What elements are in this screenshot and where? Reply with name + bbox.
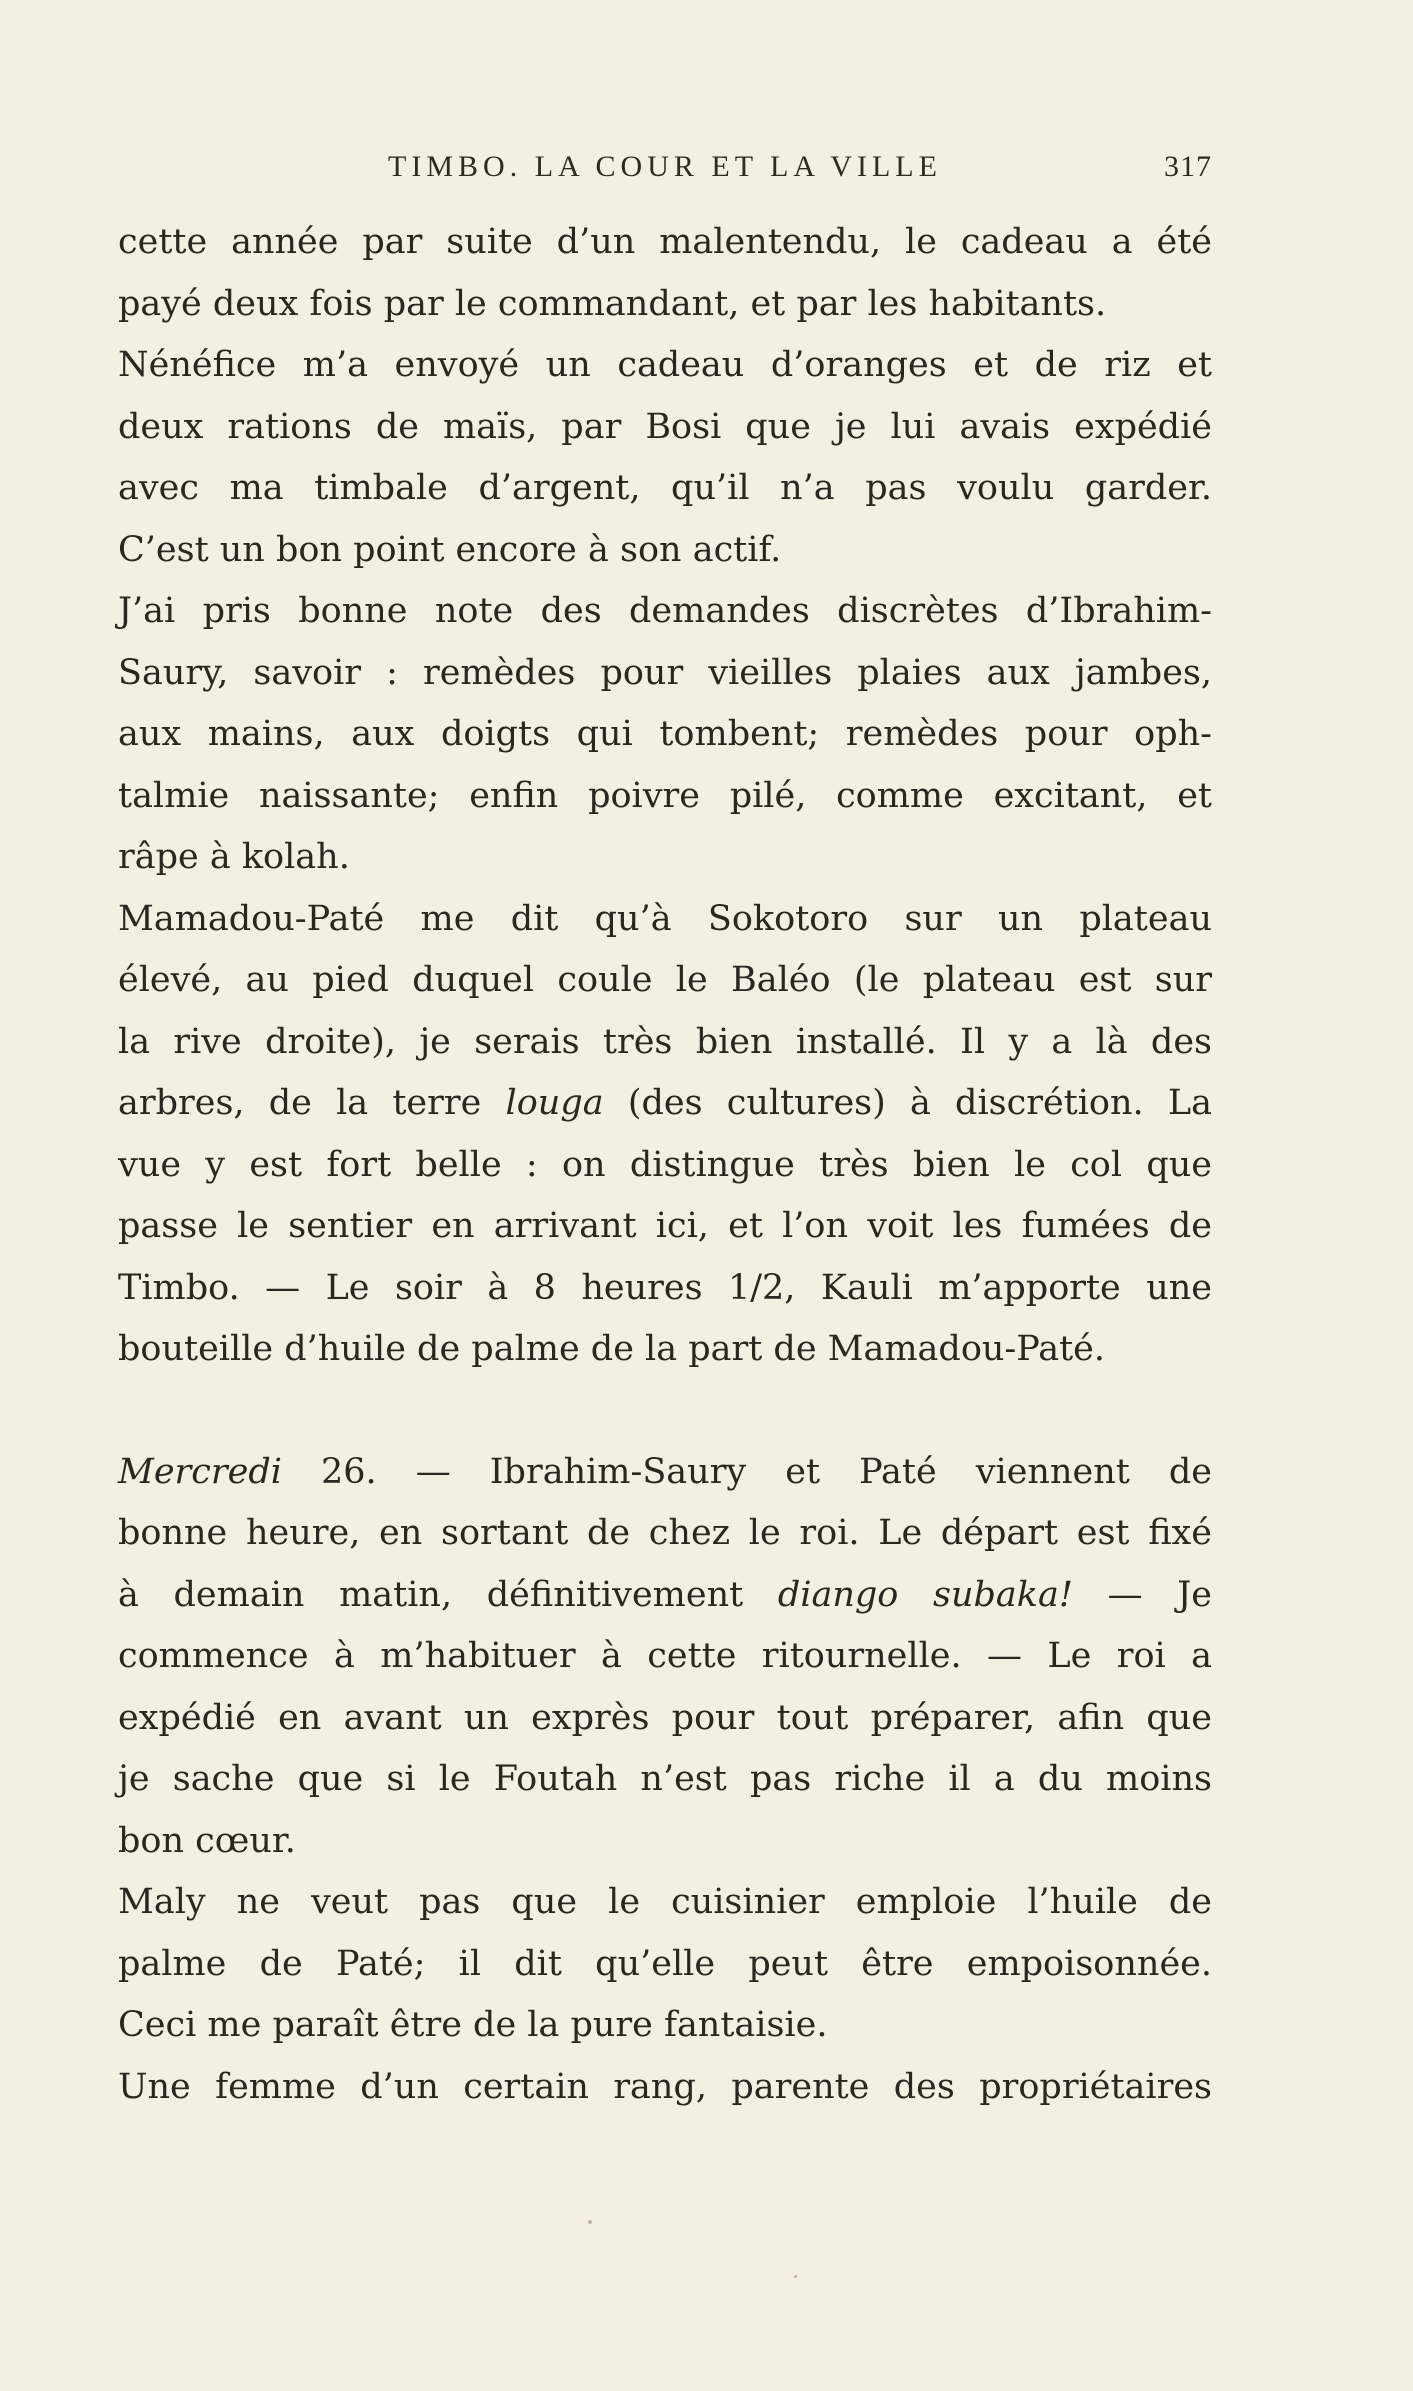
- text-line: [118, 1073, 1212, 1135]
- text-line: talmie naissante; enfin poivre pilé, comme excitant, et: [118, 775, 1212, 816]
- italic-date: Mercredi: [118, 1451, 282, 1492]
- section-gap: [118, 1381, 1212, 1442]
- page-number: 317: [1164, 150, 1212, 183]
- text-line: C’est un bon point encore à son actif.: [118, 529, 782, 570]
- text-line: palme de Paté; il dit qu’elle peut être empoisonnée.: [118, 1943, 1212, 1984]
- italic-term: diango subaka!: [777, 1574, 1073, 1615]
- paragraph: [118, 335, 1212, 581]
- text-line: [118, 1565, 1212, 1627]
- text-run: 26. — Ibrahim-Saury et Paté viennent de: [320, 1451, 1212, 1492]
- text-line: Une femme d’un certain rang, parente des propriétaires: [118, 2066, 1212, 2107]
- text-line: Saury, savoir : remèdes pour vieilles plaies aux jambes,: [118, 652, 1212, 693]
- paragraph: [118, 581, 1212, 889]
- text-line: Mamadou-Paté me dit qu’à Sokotoro sur un plateau: [118, 898, 1212, 939]
- text-line: Maly ne veut pas que le cuisinier emploie l’huile de: [118, 1882, 1212, 1922]
- paragraph: [118, 889, 1212, 1381]
- running-title: TIMBO. LA COUR ET LA VILLE: [388, 150, 942, 183]
- text-line: aux mains, aux doigts qui tombent; remèdes pour oph-: [118, 714, 1212, 754]
- paragraph: [118, 1872, 1212, 2057]
- text-line: avec ma timbale d’argent, qu’il n’a pas voulu garder.: [118, 468, 1212, 508]
- text-line: bouteille d’huile de palme de la part de Mamadou-Paté.: [118, 1329, 1106, 1369]
- text-line: la rive droite), je serais très bien installé. Il y a là des: [118, 1021, 1212, 1062]
- text-line: J’ai pris bonne note des demandes discrètes d’Ibrahim-: [118, 591, 1212, 631]
- text-run: à demain matin, définitivement: [118, 1574, 744, 1615]
- paragraph: [118, 212, 1212, 335]
- paragraph: [118, 2057, 1212, 2119]
- text-line: Nénéfice m’a envoyé un cadeau d’oranges et de riz et: [118, 345, 1212, 385]
- paper-speck: [588, 2220, 592, 2224]
- text-run: arbres, de la terre: [118, 1083, 482, 1123]
- text-line: commence à m’habituer à cette ritournelle. — Le roi a: [118, 1636, 1212, 1676]
- body-text: [118, 212, 1212, 2118]
- paper-speck: [794, 2275, 797, 2278]
- running-head: [118, 150, 1212, 196]
- paragraph: [118, 1442, 1212, 1873]
- text-run: — Je: [1107, 1574, 1212, 1615]
- text-line: deux rations de maïs, par Bosi que je lui avais expédié: [118, 406, 1212, 447]
- text-line: Timbo. — Le soir à 8 heures 1/2, Kauli m’apporte une: [118, 1267, 1212, 1308]
- text-line: expédié en avant un exprès pour tout préparer, afin que: [118, 1697, 1212, 1738]
- text-line: passe le sentier en arrivant ici, et l’on voit les fumées de: [118, 1206, 1212, 1246]
- text-line: payé deux fois par le commandant, et par les habitants.: [118, 283, 1107, 324]
- text-line: [118, 1442, 1212, 1504]
- italic-term: louga: [505, 1083, 604, 1123]
- text-line: bonne heure, en sortant de chez le roi. Le départ est fixé: [118, 1513, 1212, 1553]
- text-line: bon cœur.: [118, 1820, 296, 1861]
- text-line: cette année par suite d’un malentendu, le cadeau a été: [118, 222, 1212, 262]
- text-run: (des cultures) à discrétion. La: [627, 1083, 1212, 1123]
- text-line: élevé, au pied duquel coule le Baléo (le plateau est sur: [118, 960, 1212, 1000]
- text-line: râpe à kolah.: [118, 837, 350, 877]
- text-line: vue y est fort belle : on distingue très bien le col que: [118, 1144, 1212, 1185]
- text-line: je sache que si le Foutah n’est pas riche il a du moins: [118, 1759, 1212, 1799]
- text-line: Ceci me paraît être de la pure fantaisie.: [118, 2005, 828, 2045]
